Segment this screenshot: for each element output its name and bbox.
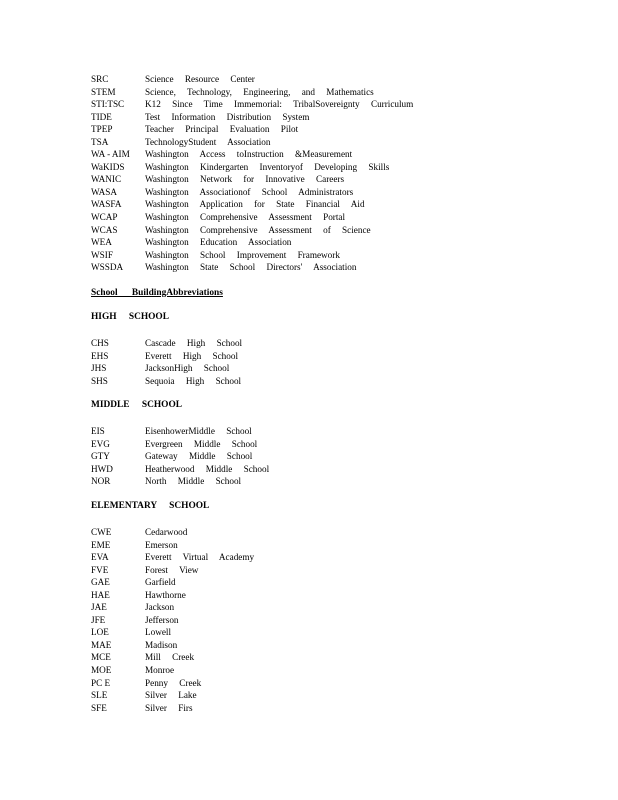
list-item xyxy=(91,551,254,564)
list-item xyxy=(91,236,413,249)
abbreviation-meaning: Washington Comprehensive Assessment Portal xyxy=(145,212,346,223)
abbreviation-meaning: K12 Since Time Immemorial: TribalSovereignty Curriculum xyxy=(145,99,414,110)
abbreviation: CWE xyxy=(91,527,112,537)
buildings-section-title xyxy=(91,288,251,298)
abbreviation-meaning: Silver Firs xyxy=(145,702,193,713)
middle-school-heading: MIDDLE SCHOOL xyxy=(91,400,183,410)
abbreviation: LOE xyxy=(91,627,109,638)
abbreviation-meaning: Penny Creek xyxy=(145,677,202,688)
abbreviation: WANIC xyxy=(91,174,122,185)
list-item xyxy=(91,425,269,438)
abbreviation: WASFA xyxy=(91,199,122,210)
abbreviation-meaning: Madison xyxy=(145,639,178,650)
abbreviation: WSSDA xyxy=(91,262,124,273)
abbreviation: WA - AIM xyxy=(91,149,130,160)
abbreviation: TSA xyxy=(91,136,109,147)
high-school-heading: HIGH SCHOOL xyxy=(91,312,169,322)
abbreviation: MCE xyxy=(91,652,111,663)
list-item xyxy=(91,123,413,136)
list-item xyxy=(91,702,254,715)
abbreviation-meaning: TechnologyStudent Association xyxy=(145,136,271,147)
abbreviation-meaning: Monroe xyxy=(145,665,175,676)
abbreviation: MAE xyxy=(91,639,112,650)
abbreviation-meaning: Teacher Principal Evaluation Pilot xyxy=(145,124,299,135)
list-item xyxy=(91,539,254,552)
abbreviation-meaning: Jefferson xyxy=(145,614,179,625)
abbreviation: CHS xyxy=(91,338,109,348)
abbreviation: WCAP xyxy=(91,212,118,223)
abbreviation-meaning: Everett High School xyxy=(145,350,239,361)
abbreviation: WEA xyxy=(91,237,112,248)
abbreviation-meaning: Gateway Middle School xyxy=(145,451,253,462)
abbreviation: GTY xyxy=(91,451,110,462)
abbreviation-meaning: Science, Technology, Engineering, and Mathematics xyxy=(145,86,374,97)
abbreviation-meaning: Hawthorne xyxy=(145,589,186,600)
list-item xyxy=(91,677,254,690)
list-item xyxy=(91,664,254,677)
list-item xyxy=(91,689,254,702)
abbreviation-meaning: Heatherwood Middle School xyxy=(145,463,270,474)
abbreviation-meaning: JacksonHigh School xyxy=(145,363,230,374)
abbreviation: EVA xyxy=(91,552,109,563)
abbreviation-meaning: Garfield xyxy=(145,577,176,588)
list-item xyxy=(91,98,413,111)
abbreviation: JHS xyxy=(91,363,107,374)
abbreviation: EHS xyxy=(91,350,109,361)
acronym-list xyxy=(91,73,413,274)
abbreviation-meaning: Emerson xyxy=(145,539,178,550)
abbreviation-meaning: North Middle School xyxy=(145,476,242,487)
high-school-list xyxy=(91,337,242,387)
list-item xyxy=(91,362,242,375)
buildings-title-text: School BuildingAbbreviations xyxy=(91,288,223,298)
list-item xyxy=(91,450,269,463)
abbreviation: EIS xyxy=(91,426,105,436)
abbreviation: SFE xyxy=(91,702,107,713)
abbreviation: WASA xyxy=(91,186,118,197)
list-item xyxy=(91,211,413,224)
list-item xyxy=(91,576,254,589)
abbreviation-meaning: Washington Comprehensive Assessment of Science xyxy=(145,224,371,235)
abbreviation: TPEP xyxy=(91,124,113,135)
abbreviation: PC E xyxy=(91,677,111,688)
abbreviation-meaning: Washington Associationof School Administrators xyxy=(145,186,354,197)
abbreviation-meaning: Sequoia High School xyxy=(145,375,242,386)
abbreviation-meaning: Washington School Improvement Framework xyxy=(145,249,340,260)
list-item xyxy=(91,475,269,488)
list-item xyxy=(91,375,242,388)
abbreviation: TIDE xyxy=(91,111,112,122)
abbreviation: SRC xyxy=(91,74,109,84)
abbreviation-meaning: Science Resource Center xyxy=(145,74,255,84)
abbreviation-meaning: Washington Application for State Financial Aid xyxy=(145,199,365,210)
list-item xyxy=(91,173,413,186)
list-item xyxy=(91,224,413,237)
list-item xyxy=(91,526,254,539)
abbreviation-meaning: Cedarwood xyxy=(145,527,188,537)
list-item xyxy=(91,136,413,149)
abbreviation: FVE xyxy=(91,564,109,575)
abbreviation-meaning: Washington Access toInstruction &Measurement xyxy=(145,149,353,160)
abbreviation: SLE xyxy=(91,690,108,701)
abbreviation-meaning: Forest View xyxy=(145,564,199,575)
list-item xyxy=(91,564,254,577)
abbreviation-meaning: Lowell xyxy=(145,627,172,638)
abbreviation: HAE xyxy=(91,589,110,600)
abbreviation-meaning: Washington Network for Innovative Careers xyxy=(145,174,345,185)
abbreviation-meaning: EisenhowerMiddle School xyxy=(145,426,252,436)
abbreviation-meaning: Everett Virtual Academy xyxy=(145,552,255,563)
abbreviation: JAE xyxy=(91,602,107,613)
list-item xyxy=(91,626,254,639)
abbreviation-meaning: Evergreen Middle School xyxy=(145,438,258,449)
abbreviation-meaning: Mill Creek xyxy=(145,652,195,663)
list-item xyxy=(91,161,413,174)
abbreviation: JFE xyxy=(91,614,106,625)
list-item xyxy=(91,86,413,99)
abbreviation-meaning: Cascade High School xyxy=(145,338,243,348)
elementary-school-list xyxy=(91,526,254,714)
list-item xyxy=(91,651,254,664)
list-item xyxy=(91,438,269,451)
abbreviation: EVG xyxy=(91,438,110,449)
list-item xyxy=(91,249,413,262)
list-item xyxy=(91,639,254,652)
abbreviation-meaning: Washington Education Association xyxy=(145,237,292,248)
list-item xyxy=(91,148,413,161)
abbreviation: SHS xyxy=(91,375,108,386)
list-item xyxy=(91,601,254,614)
abbreviation: WaKIDS xyxy=(91,161,125,172)
list-item xyxy=(91,337,242,350)
abbreviation: GAE xyxy=(91,577,110,588)
list-item xyxy=(91,350,242,363)
abbreviation-meaning: Washington Kindergarten Inventoryof Developing Skills xyxy=(145,161,390,172)
abbreviation: WCAS xyxy=(91,224,118,235)
list-item xyxy=(91,73,413,86)
list-item xyxy=(91,198,413,211)
abbreviation-meaning: Washington State School Directors' Association xyxy=(145,262,357,273)
abbreviation: WSIF xyxy=(91,249,113,260)
abbreviation-meaning: Test Information Distribution System xyxy=(145,111,310,122)
list-item xyxy=(91,186,413,199)
list-item xyxy=(91,463,269,476)
list-item xyxy=(91,614,254,627)
middle-school-list xyxy=(91,425,269,488)
abbreviation: MOE xyxy=(91,665,112,676)
abbreviation: NOR xyxy=(91,476,111,487)
abbreviation-meaning: Silver Lake xyxy=(145,690,197,701)
abbreviation: STI:TSC xyxy=(91,99,125,110)
abbreviation: STEM xyxy=(91,86,116,97)
list-item xyxy=(91,111,413,124)
abbreviation: HWD xyxy=(91,463,113,474)
list-item xyxy=(91,589,254,602)
abbreviation: EME xyxy=(91,539,111,550)
elementary-school-heading: ELEMENTARY SCHOOL xyxy=(91,501,210,511)
list-item xyxy=(91,261,413,274)
abbreviation-meaning: Jackson xyxy=(145,602,175,613)
